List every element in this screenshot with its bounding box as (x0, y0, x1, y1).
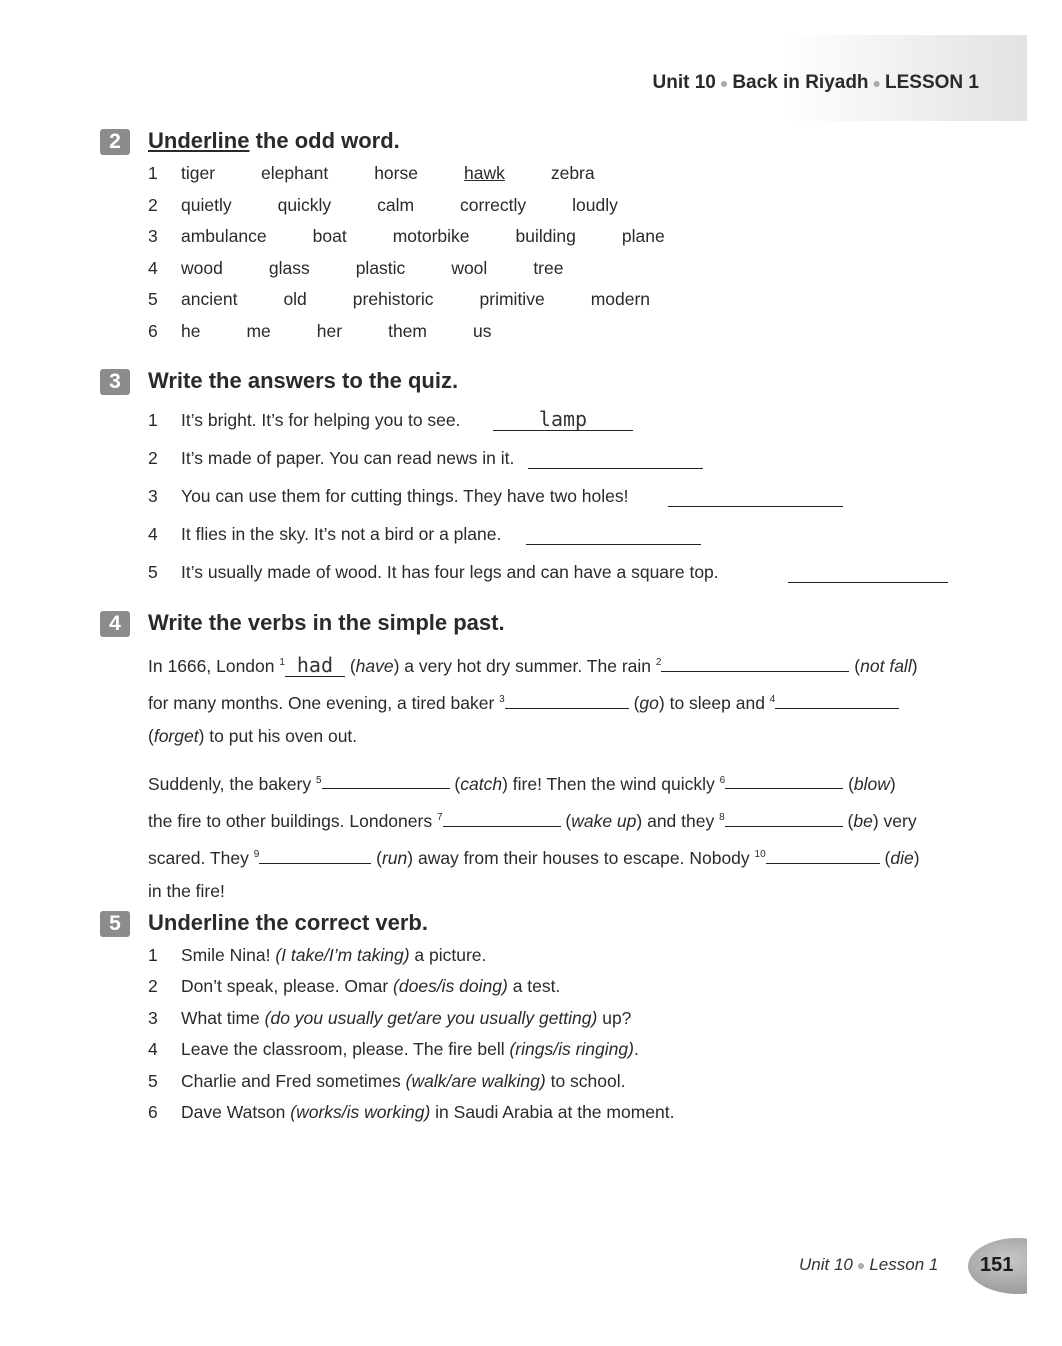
word-option[interactable]: primitive (479, 289, 545, 309)
word-option[interactable]: horse (374, 163, 418, 183)
answer-blank[interactable] (528, 450, 703, 469)
sentence (181, 1071, 626, 1092)
word-option[interactable]: quickly (277, 194, 332, 215)
list-item (148, 976, 560, 997)
sentence-end: up? (597, 1007, 632, 1028)
blank-4[interactable] (775, 690, 899, 709)
verb-options[interactable]: (works/is working) (290, 1102, 431, 1122)
word-option[interactable]: building (515, 226, 576, 246)
item-number: 2 (148, 976, 158, 997)
sentence-start: What time (181, 1007, 265, 1028)
list-item (148, 226, 665, 247)
item-number: 2 (148, 448, 158, 468)
word-option[interactable]: plane (621, 226, 665, 246)
word-option[interactable]: boat (312, 226, 347, 246)
item-number: 1 (148, 410, 158, 430)
word-option[interactable]: calm (377, 194, 415, 215)
bullet-icon: ● (872, 75, 882, 91)
sentence-start: Smile Nina! (181, 945, 276, 965)
verb-options[interactable]: (rings/is ringing) (509, 1039, 634, 1060)
item-number: 3 (148, 226, 158, 246)
word-options (181, 226, 665, 247)
word-option[interactable]: wool (451, 257, 488, 278)
item-number: 4 (148, 257, 158, 278)
quiz-question: It’s made of paper. You can read news in it. (181, 448, 515, 468)
verb-options[interactable]: (does/is doing) (393, 976, 508, 997)
blank-1[interactable]: had (285, 658, 345, 677)
sentence-end: a test. (507, 976, 561, 997)
blank-5[interactable] (322, 770, 450, 789)
word-option[interactable]: prehistoric (352, 289, 434, 309)
word-option[interactable]: wood (181, 257, 223, 278)
sentence (181, 976, 560, 997)
word-option[interactable]: me (246, 320, 271, 341)
word-option[interactable]: us (472, 320, 492, 341)
item-number: 5 (148, 289, 158, 309)
sentence-end: to school. (545, 1070, 626, 1091)
item-number: 4 (148, 1039, 158, 1060)
verb-options[interactable]: (do you usually get/are you usually getting) (264, 1007, 598, 1028)
item-number: 6 (148, 320, 158, 341)
list-item (148, 1102, 674, 1123)
exercise-number: 3 (100, 369, 130, 395)
item-number: 5 (148, 562, 158, 582)
list-item (148, 1071, 626, 1092)
word-options (181, 258, 563, 279)
list-item (148, 163, 595, 184)
quiz-question: It flies in the sky. It’s not a bird or a plane. (181, 524, 502, 544)
list-item (148, 289, 650, 310)
item-number: 4 (148, 524, 158, 544)
word-option[interactable]: plastic (355, 257, 406, 278)
list-item (148, 321, 491, 342)
sentence-end: in Saudi Arabia at the moment. (430, 1102, 675, 1122)
word-option[interactable]: loudly (572, 194, 618, 215)
word-options (181, 163, 595, 184)
quiz-question: It’s bright. It’s for helping you to see. (181, 410, 461, 430)
quiz-question: You can use them for cutting things. They have two holes! (181, 486, 629, 506)
verb-options[interactable]: (I take/I’m taking) (275, 945, 410, 965)
header-title: Back in Riyadh (732, 72, 869, 93)
item-number: 6 (148, 1102, 158, 1122)
running-header (653, 72, 980, 94)
sentence (181, 1008, 631, 1029)
blank-7[interactable] (443, 808, 561, 827)
list-item (148, 1008, 631, 1029)
word-option[interactable]: them (388, 320, 427, 341)
footer-label: Unit 10 ● Lesson 1 (799, 1255, 939, 1274)
sentence-start: Dave Watson (181, 1102, 291, 1122)
sentence (181, 1102, 674, 1123)
word-option[interactable]: ancient (181, 289, 238, 309)
item-number: 3 (148, 486, 158, 506)
word-option[interactable]: correctly (460, 194, 527, 215)
word-option[interactable]: he (181, 320, 201, 341)
word-option[interactable]: old (283, 289, 307, 309)
answer-blank[interactable] (788, 564, 948, 583)
quiz-item (148, 524, 501, 545)
word-options (181, 321, 491, 342)
header-unit: Unit 10 (652, 72, 716, 93)
sentence (181, 1039, 639, 1060)
list-item (148, 195, 618, 216)
quiz-item (148, 486, 629, 507)
list-item (148, 1039, 639, 1060)
blank-2[interactable] (661, 653, 849, 672)
exercise-number: 5 (100, 911, 130, 937)
quiz-item (148, 562, 719, 583)
word-options (181, 195, 618, 216)
quiz-item (148, 407, 588, 431)
exercise-title: Write the answers to the quiz. (148, 368, 459, 393)
word-option[interactable]: elephant (261, 163, 329, 183)
bullet-icon: ● (719, 75, 729, 91)
blank-9[interactable] (259, 845, 371, 864)
word-option[interactable]: hawk (463, 163, 505, 183)
word-option[interactable]: modern (590, 289, 651, 309)
item-number: 2 (148, 194, 158, 215)
page-number: 151 (980, 1254, 1014, 1276)
answer-blank[interactable] (668, 488, 843, 507)
word-option[interactable]: glass (268, 257, 310, 278)
word-option[interactable]: ambulance (181, 226, 267, 246)
blank-3[interactable] (505, 690, 629, 709)
word-options (181, 289, 650, 310)
quiz-question: It’s usually made of wood. It has four legs and can have a square top. (181, 562, 719, 582)
title-underline-word: Underline (148, 128, 250, 153)
exercise-number: 2 (100, 129, 130, 155)
item-number: 5 (148, 1070, 158, 1091)
header-lesson: LESSON 1 (885, 72, 979, 93)
sentence-start: Leave the classroom, please. The fire bell (181, 1039, 510, 1060)
answer-blank[interactable]: lamp (493, 412, 633, 431)
exercise-title: Write the verbs in the simple past. (148, 610, 505, 635)
exercise-title: Underline the correct verb. (148, 910, 428, 935)
blank-6[interactable] (725, 770, 843, 789)
word-option[interactable]: motorbike (392, 226, 470, 246)
quiz-item (148, 448, 514, 469)
sentence-start: Don’t speak, please. Omar (181, 976, 394, 997)
item-number: 1 (148, 163, 158, 183)
sentence (181, 945, 486, 966)
word-option[interactable]: her (316, 320, 343, 341)
item-number: 1 (148, 945, 158, 965)
word-option[interactable]: quietly (181, 194, 232, 215)
verb-options[interactable]: (walk/are walking) (405, 1070, 546, 1091)
sentence-end: . (633, 1039, 639, 1060)
sentence-start: Charlie and Fred sometimes (181, 1070, 406, 1091)
title-rest: the odd word. (249, 128, 400, 153)
exercise-number: 4 (100, 611, 130, 637)
word-option[interactable]: tree (533, 257, 564, 278)
blank-8[interactable] (725, 808, 843, 827)
word-option[interactable]: zebra (550, 163, 595, 183)
word-option[interactable]: tiger (181, 163, 216, 183)
blank-10[interactable] (766, 845, 880, 864)
answer-blank[interactable] (526, 526, 701, 545)
story-text: In 1666, London $^1$ had (have) a very hot dry summer. The rain $^2$ (not fall) for many months. One evening, a tired baker $^3$ (go) to sleep and $^4$ (forget) to put his oven out. Suddenly, the bakery $^5$ (catch) fire! Then the wind quickly $^6$ (blow) the fire to other buildings. Londoners $^7$ (wake up) and they $^8$ (be) very scared. They $^9$ (run) away from their houses to escape. Nobody $^{10}$ (die) in the fire! (148, 652, 920, 901)
list-item (148, 945, 486, 966)
list-item (148, 258, 563, 279)
sentence-end: a picture. (409, 945, 487, 965)
exercise-title (148, 128, 400, 154)
item-number: 3 (148, 1007, 158, 1028)
